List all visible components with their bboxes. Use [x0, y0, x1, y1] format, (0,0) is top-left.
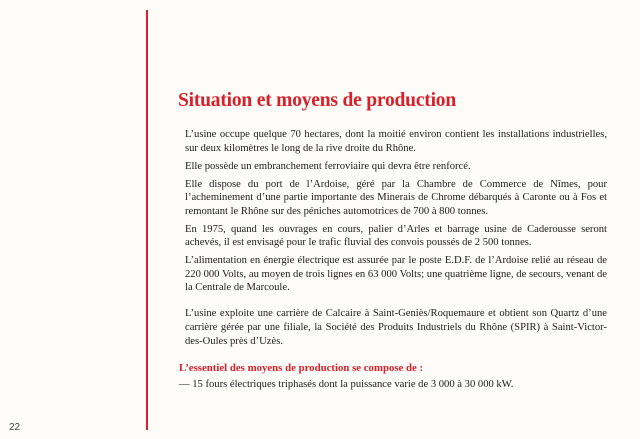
section-title: Situation et moyens de production — [178, 90, 456, 111]
list-item-furnaces: — 15 fours électriques triphasés dont la puissance varie de 3 000 à 30 000 kW. — [179, 379, 514, 391]
paragraph-quarries: L’usine exploite une carrière de Calcaire à Saint-Geniès/Roquemaure et obtient son Quartz d’une carrière gérée par une filiale, la Société des Produits Industriels du Rhône (SPIR) à Saint-Victor-des-Oules près d’Uzès. — [185, 308, 607, 347]
document-content — [175, 90, 607, 392]
paragraph-river-traffic: En 1975, quand les ouvrages en cours, palier d’Arles et barrage usine de Caderousse seront achevés, il est envisagé pour le trafic fluvial des convois poussés de 2 500 tonnes. — [185, 223, 607, 249]
paragraph-port: Elle dispose du port de l’Ardoise, géré par la Chambre de Commerce de Nîmes, pour l’acheminement d’une partie importante des Minerais de Chrome débarqués à Caronte ou à Fos et remontant le Rhône sur des péniches automotrices de 700 à 800 tonnes. — [185, 178, 607, 217]
paragraph-railway: Elle possède un embranchement ferroviaire qui devra être renforcé. — [185, 160, 471, 172]
paragraph-electricity: L’alimentation en énergie électrique est assurée par le poste E.D.F. de l’Ardoise relié au réseau de 220 000 Volts, au moyen de trois lignes en 63 000 Volts; une quatrième ligne, de secours, venant de la Centrale de Marcoule. — [185, 255, 607, 294]
production-means-heading: L’essentiel des moyens de production se compose de : — [179, 362, 424, 375]
paragraph-site-area: L’usine occupe quelque 70 hectares, dont la moitié environ contient les installations industrielles, sur deux kilomètres le long de la rive droite du Rhône. — [185, 129, 607, 155]
page-number: 22 — [9, 422, 21, 433]
vertical-red-rule — [146, 10, 148, 430]
